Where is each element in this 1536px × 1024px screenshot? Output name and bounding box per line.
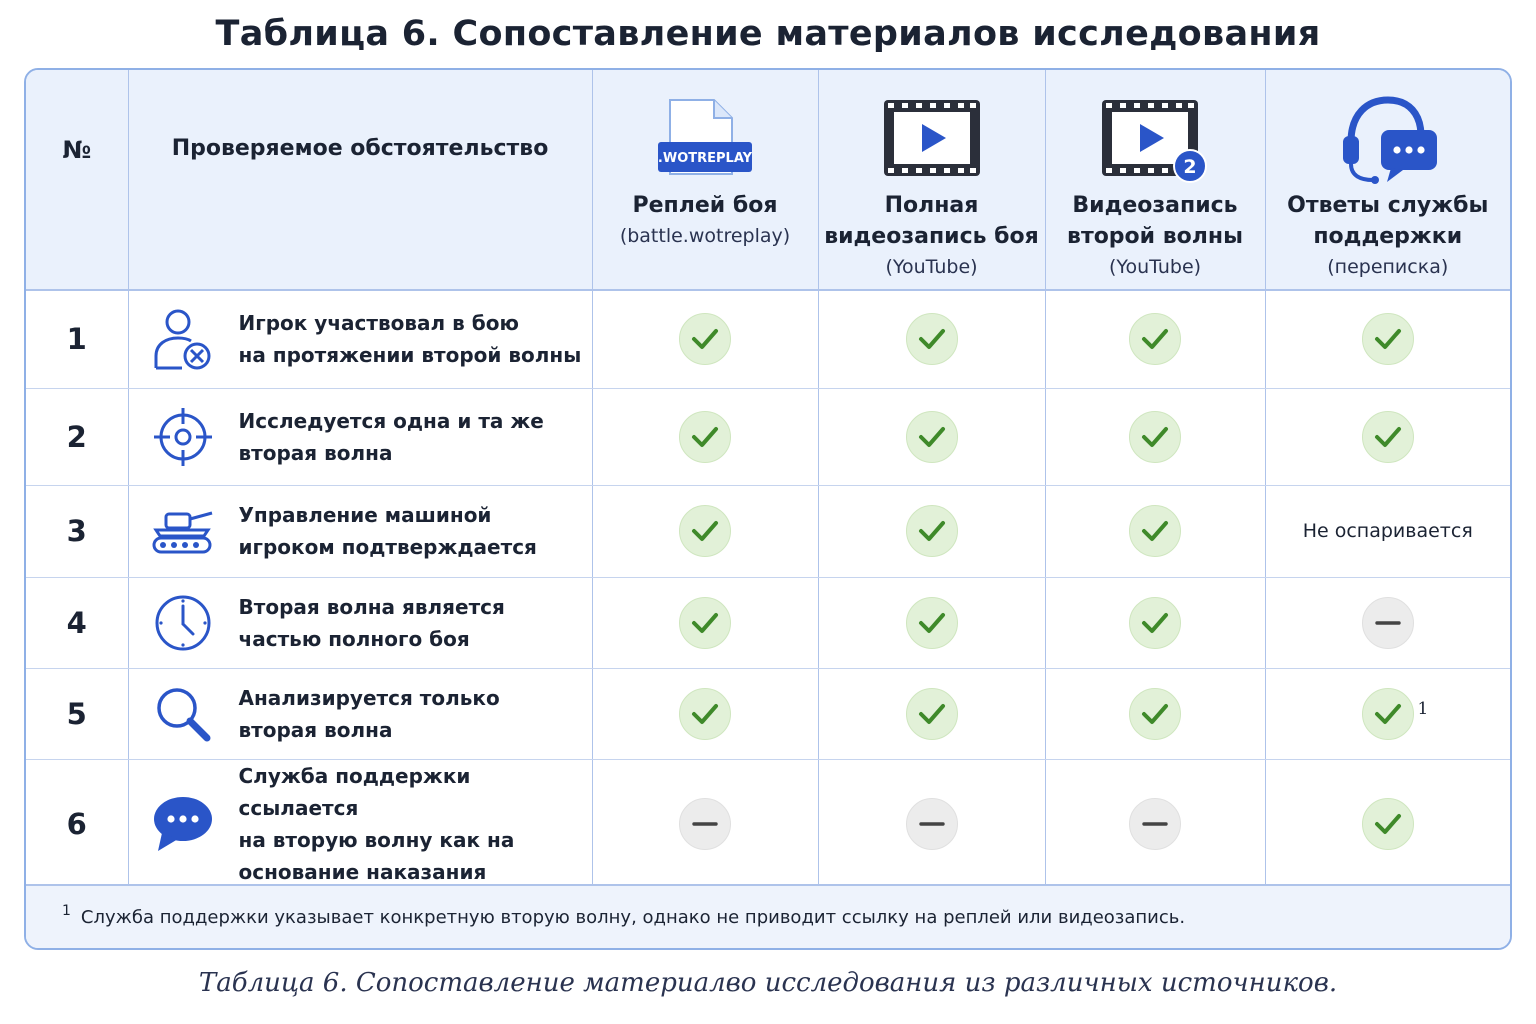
table-row [26,290,1510,388]
clock-icon [149,589,217,657]
magnifier-icon [149,680,217,748]
cell-full-video [818,668,1045,759]
source-replay-sub: (battle.wotreplay) [619,225,791,247]
check-icon [906,597,958,649]
cell-replay [592,668,818,759]
table-body [26,290,1510,888]
circumstance-text: Управление машиной игроком подтверждается [238,503,537,559]
player-user-icon [149,305,217,373]
circumstance-text: Вторая волна является частью полного боя [238,594,505,651]
check-icon [1129,597,1181,649]
header-source-replay [592,70,818,290]
check-icon [679,505,731,557]
cell-second-wave-video [1045,668,1265,759]
check-icon [1129,411,1181,463]
table-caption: Таблица 6. Сопоставление материалво исследования из различных источников. [198,968,1338,998]
circumstance-text: Анализируется только вторая волна [238,685,500,742]
row-circumstance [128,388,592,485]
footnote-mark: 1 [62,903,71,919]
cell-support [1265,759,1510,888]
comparison-table [26,70,1510,889]
dash-icon [679,798,731,850]
check-icon [679,597,731,649]
cell-support [1265,577,1510,668]
check-icon [679,411,731,463]
cell-second-wave-video [1045,290,1265,388]
video-film-second-wave-icon [1046,96,1265,186]
check-icon [1129,313,1181,365]
page-title: Таблица 6. Сопоставление материалов исследования [215,14,1321,54]
row-circumstance [128,290,592,388]
second-wave-badge-text: 2 [1183,156,1197,178]
cell-second-wave-video [1045,577,1265,668]
row-circumstance [128,577,592,668]
comparison-table-card [24,68,1512,950]
row-number: 5 [26,668,128,759]
source-support-label: Ответы службы поддержки [1287,193,1489,249]
check-icon [1362,688,1414,740]
table-row [26,668,1510,759]
cell-second-wave-video [1045,485,1265,577]
row-number: 4 [26,577,128,668]
source-replay-label: Реплей боя [632,193,778,218]
check-icon [679,688,731,740]
cell-full-video [818,388,1045,485]
row-number: 3 [26,485,128,577]
cell-support [1265,388,1510,485]
cell-support [1265,485,1510,577]
circumstance-text: Игрок участвовал в бою на протяжении второй волны [238,311,582,368]
chat-bubble-icon [149,790,217,858]
check-icon [1362,411,1414,463]
cell-full-video [818,577,1045,668]
check-icon [906,505,958,557]
table-row [26,388,1510,485]
source-full-video-label: Полная видеозапись боя [824,193,1039,249]
cell-support [1265,290,1510,388]
header-source-support [1265,70,1510,290]
check-icon [1362,313,1414,365]
row-number: 6 [26,759,128,888]
source-second-wave-sub: (YouTube) [1108,256,1202,278]
header-source-full-video [818,70,1045,290]
source-full-video-sub: (YouTube) [885,256,978,278]
check-icon [906,688,958,740]
check-icon [679,313,731,365]
table-header-row [26,70,1510,290]
footnote [26,884,1510,948]
cell-full-video [818,485,1045,577]
support-headset-chat-icon [1266,96,1511,186]
check-icon [906,313,958,365]
circumstance-text: Исследуется одна и та же вторая волна [238,408,544,465]
wotreplay-icon-text: .WOTREPLAY [657,151,753,166]
check-icon [1129,505,1181,557]
cell-replay [592,388,818,485]
cell-full-video [818,290,1045,388]
wotreplay-file-icon [593,96,818,186]
dash-icon [1129,798,1181,850]
cell-second-wave-video [1045,388,1265,485]
table-row [26,759,1510,888]
row-circumstance [128,759,592,888]
cell-full-video [818,759,1045,888]
table-row [26,485,1510,577]
check-icon [1129,688,1181,740]
source-second-wave-label: Видеозапись второй волны [1067,193,1243,249]
cell-second-wave-video [1045,759,1265,888]
not-disputed-text: Не оспаривается [1302,520,1473,542]
dash-icon [906,798,958,850]
footnote-text: Служба поддержки указывает конкретную вторую волну, однако не приводит ссылку на реплей или видеозапись. [80,906,1186,928]
row-circumstance [128,485,592,577]
header-source-second-wave-video [1045,70,1265,290]
dash-icon [1362,597,1414,649]
header-circumstance: Проверяемое обстоятельство [128,70,592,290]
check-icon [906,411,958,463]
source-support-sub: (переписка) [1327,256,1449,278]
header-num: № [26,70,128,290]
footnote-reference: 1 [1417,698,1429,719]
cell-replay [592,290,818,388]
row-number: 1 [26,290,128,388]
tank-icon [149,497,217,565]
cell-replay [592,759,818,888]
crosshair-target-icon [149,403,217,471]
cell-replay [592,485,818,577]
video-film-icon [819,96,1045,186]
cell-replay [592,577,818,668]
row-circumstance [128,668,592,759]
table-row [26,577,1510,668]
row-number: 2 [26,388,128,485]
check-icon [1362,798,1414,850]
circumstance-text: Служба поддержки ссылается на вторую волну как на основание наказания [238,763,515,884]
cell-support [1265,668,1510,759]
